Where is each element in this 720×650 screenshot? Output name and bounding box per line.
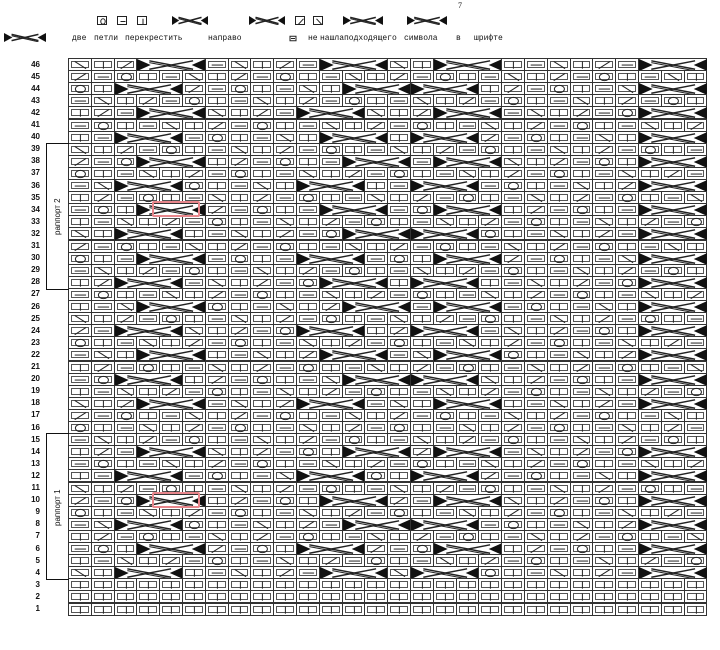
row-number: 7 [35, 531, 40, 541]
legend-word: шрифте [474, 34, 503, 43]
stitch-cell [615, 603, 639, 616]
knit-symbol [297, 604, 320, 616]
row-number: 2 [35, 591, 40, 601]
row-number: 25 [31, 313, 40, 323]
stitch-cell [456, 603, 480, 616]
row-number: 36 [31, 180, 40, 190]
repeat-label: раппорт 2 [53, 198, 62, 236]
row-number: 35 [31, 192, 40, 202]
highlight-box [152, 492, 200, 508]
row-number: 37 [31, 168, 40, 178]
row-number: 13 [31, 458, 40, 468]
knit-symbol [457, 604, 480, 616]
right-cross-symbol [407, 16, 447, 25]
knit-symbol [343, 604, 366, 616]
row-number: 10 [31, 495, 40, 505]
stitch-cell [296, 603, 320, 616]
knit-symbol [639, 604, 662, 616]
knit-symbol [525, 604, 548, 616]
page-number: 7 [458, 1, 462, 10]
left-cross-symbol [4, 33, 46, 42]
row-number: 20 [31, 374, 40, 384]
knit-symbol [388, 604, 411, 616]
legend-word: символа [404, 34, 438, 43]
ssk-symbol [313, 16, 323, 25]
knit-symbol [548, 604, 571, 616]
stitch-cell [182, 603, 206, 616]
purl-symbol [117, 16, 127, 25]
row-number: 43 [31, 95, 40, 105]
knit-symbol [502, 604, 525, 616]
stitch-cell [638, 603, 662, 616]
knit-symbol [593, 604, 616, 616]
row-number: 34 [31, 204, 40, 214]
knit-symbol [434, 604, 457, 616]
stitch-cell [524, 603, 548, 616]
row-number: 14 [31, 446, 40, 456]
stitch-cell [433, 603, 457, 616]
stitch-cell [68, 603, 92, 616]
row-number: 32 [31, 228, 40, 238]
row-number: 22 [31, 349, 40, 359]
row-number: 8 [35, 519, 40, 529]
row-number: 39 [31, 144, 40, 154]
right-cross-symbol [172, 16, 208, 25]
knit-symbol [411, 604, 434, 616]
yarn-over-symbol [97, 16, 107, 25]
repeat-label: раппорт 1 [53, 489, 62, 526]
row-number: 1 [35, 604, 40, 613]
knit-symbol [274, 604, 297, 616]
stitch-cell [661, 603, 685, 616]
k2tog-symbol [295, 16, 305, 25]
knit-symbol [685, 604, 708, 616]
row-number: 21 [31, 362, 40, 371]
stitch-cell [91, 603, 115, 616]
legend-word: подходящего [344, 34, 397, 43]
stitch-cell [228, 603, 252, 616]
row-number: 42 [31, 107, 40, 117]
knit-symbol [479, 604, 502, 616]
row-number: 23 [31, 337, 40, 347]
stitch-cell [684, 603, 708, 616]
unknown-stitch-symbol [288, 34, 298, 43]
stitch-cell [410, 603, 434, 616]
stitch-cell [547, 603, 571, 616]
stitch-cell [273, 603, 297, 616]
row-number: 24 [31, 325, 40, 335]
row-number: 19 [31, 386, 40, 396]
knit-symbol [365, 604, 388, 616]
row-number: 33 [31, 216, 40, 226]
row-number: 46 [31, 59, 40, 69]
row-number: 18 [31, 398, 40, 408]
knit-symbol [137, 16, 147, 25]
stitch-cell [205, 603, 229, 616]
two-stitch-cross-symbol [343, 16, 383, 25]
knit-symbol [160, 604, 183, 616]
row-number: 28 [31, 277, 40, 287]
knit-symbol [320, 604, 343, 616]
row-number: 29 [31, 265, 40, 275]
row-number: 11 [31, 483, 40, 492]
stitch-cell [136, 603, 160, 616]
stitch-cell [570, 603, 594, 616]
row-number: 17 [31, 410, 40, 420]
row-number: 26 [31, 301, 40, 311]
row-number: 9 [35, 507, 40, 517]
stitch-cell [592, 603, 616, 616]
knit-symbol [115, 604, 138, 616]
row-number: 27 [31, 289, 40, 299]
knit-symbol [206, 604, 229, 616]
row-number: 40 [31, 132, 40, 142]
row-number: 6 [35, 543, 40, 553]
legend-word: направо [208, 34, 242, 43]
row-number: 5 [35, 555, 40, 565]
row-number: 4 [35, 567, 40, 577]
row-number: 12 [31, 470, 40, 480]
row-number: 3 [35, 579, 40, 589]
stitch-cell [387, 603, 411, 616]
row-number: 15 [31, 434, 40, 444]
knit-symbol [662, 604, 685, 616]
row-number: 31 [31, 241, 40, 250]
knit-symbol [137, 604, 160, 616]
stitch-cell [159, 603, 183, 616]
knit-symbol [229, 604, 252, 616]
row-number: 44 [31, 83, 40, 93]
row-number: 41 [31, 120, 40, 129]
row-number: 38 [31, 156, 40, 166]
highlight-box [152, 201, 200, 217]
stitch-cell [250, 603, 274, 616]
legend-word: две [72, 34, 87, 43]
legend-word: петли [94, 34, 119, 43]
knit-symbol [92, 604, 115, 616]
knit-symbol [616, 604, 639, 616]
row-number: 16 [31, 422, 40, 432]
knit-symbol [183, 604, 206, 616]
row-number: 30 [31, 253, 40, 263]
knit-symbol [251, 604, 274, 616]
legend-word: перекрестить [125, 34, 183, 43]
legend-word: в [456, 34, 461, 43]
row-number: 45 [31, 71, 40, 81]
legend-word: не [308, 34, 318, 43]
knit-symbol [69, 604, 92, 616]
stitch-cell [501, 603, 525, 616]
stitch-cell [319, 603, 343, 616]
legend [0, 0, 720, 46]
legend-word: нашла [320, 34, 345, 43]
stitch-cell [114, 603, 138, 616]
stitch-cell [478, 603, 502, 616]
stitch-cell [364, 603, 388, 616]
stitch-cell [342, 603, 366, 616]
left-cross-symbol [249, 16, 285, 25]
knit-symbol [571, 604, 594, 616]
